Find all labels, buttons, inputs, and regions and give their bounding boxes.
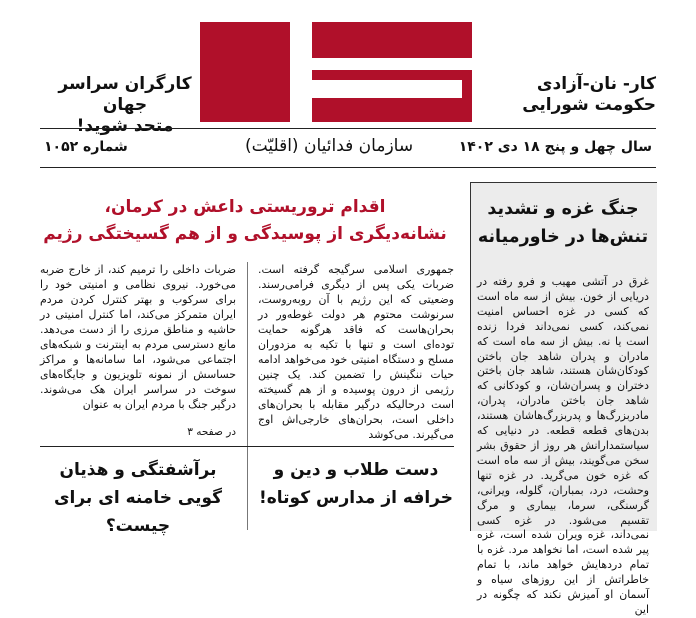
issue-date: سال چهل و پنج ۱۸ دی ۱۴۰۲ <box>458 139 652 155</box>
story-2-title: دست طلاب و دین و خرافه از مدارس کوتاه! <box>259 460 453 508</box>
main-headline-line-2: نشانه‌دیگری از پوسیدگی و از هم گسیختگی رژیم <box>43 224 447 244</box>
feature-column <box>470 182 657 616</box>
organization-name: سازمان فدائیان (اقلیّت) <box>245 136 414 156</box>
continued-note: در صفحه ۳ <box>187 426 236 438</box>
slogan-right-line-1: کار- نان-آزادی <box>536 74 656 94</box>
main-story-column-2: ضربات داخلی را ترمیم کند، از خارج ضربه می‌خورد. نیروی نظامی و امنیتی خود را برای سرکوب و بهتر کنترل کردن مردم ایران متمرکز می‌کند، اما کنترل امنیتی در حاشیه و مناطق مرزی را از دست می‌دهد. مانع دسترسی مردم به اینترنت و شبکه‌های اجتماعی می‌شود، اما سامانه‌ها و مراکز حساسش از نمونه تلویزیون و جایگاه‌های سوخت در سراسر ایران هک می‌شوند. درگیر جنگ با مردم ایران به عنوان <box>40 263 236 411</box>
main-headline <box>40 194 450 248</box>
slogan-left-line-2: متحد شوید! <box>76 116 174 136</box>
issue-number: شماره ۱۰۵۲ <box>44 139 128 155</box>
feature-title: جنگ غزه و تشدید تنش‌ها در خاورمیانه <box>477 199 649 247</box>
column-divider <box>247 262 248 530</box>
kar-logo <box>200 22 472 122</box>
section-divider <box>40 446 454 447</box>
slogan-left-line-1: کارگران سراسر جهان <box>58 74 192 115</box>
slogan-right <box>506 74 656 116</box>
slogan-right-line-2: حکومت شورایی <box>522 95 656 115</box>
issue-info-bar <box>40 128 656 168</box>
feature-body: غرق در آتشی مهیب و فرو رفته در دریایی از خون. بیش از سه ماه است که کسی در غزه احساس امنیت نمی‌کند، کسی نمی‌داند فردا زنده است یا نه. بیش از سه ماه است که مادران و پدران شاهد جان باختن کودکان‌شان هستند، شاهد جان باختن دختران و پسران‌شان، و کودکانی که شاهد جان باختن مادران، پدران، مادربزرگ‌ها و پدربزرگ‌هاشان هستند، بدن‌های قطعه قطعه. در دنیایی که سیاستمدارانش هر روز از حقوق بشر سخن می‌گویند، بیش از سه ماه است که غزه خون می‌گرید. در غزه تنها وحشت، درد، بمباران، گلوله، ویرانی، گرسنگی، سرما، بیماری و مرگ تقسیم می‌شود. در غزه کسی نمی‌داند، غزه ویران شده است، غزه پیر شده است، اما نخواهد مرد. غزه با تمام دردهایش خواهد ماند، با تمام خاطراتش از این روزهای سیاه و آسمان او آمیزش نکند که چگونه در این <box>477 275 649 616</box>
main-story-column-1: جمهوری اسلامی سرگیجه گرفته است. ضربات یکی پس از دیگری فرامی‌رسند. وضعیتی که این رژیم با آن روبه‌روست، سرنوشت محتوم هر دولت غوطه‌ور در بحران‌هاست که فاقد هرگونه حمایت توده‌ای است و تنها با تکیه به مزدوران مسلح و دستگاه امنیتی خود می‌خواهد ادامه حیات ننگینش را تضمین کند. یک چنین رژیمی از درون پوسیده و از هم گسیخته است درحالیکه درگیر مقابله با بحران‌های داخلی است، بحران‌های خارجی‌اش اوج می‌گیرند. می‌کوشد <box>258 263 454 441</box>
story-3-title: برآشفتگی و هذیان گویی خامنه ای برای چیست؟ <box>53 460 223 536</box>
main-headline-line-1: اقدام تروریستی داعش در کرمان، <box>104 197 386 217</box>
